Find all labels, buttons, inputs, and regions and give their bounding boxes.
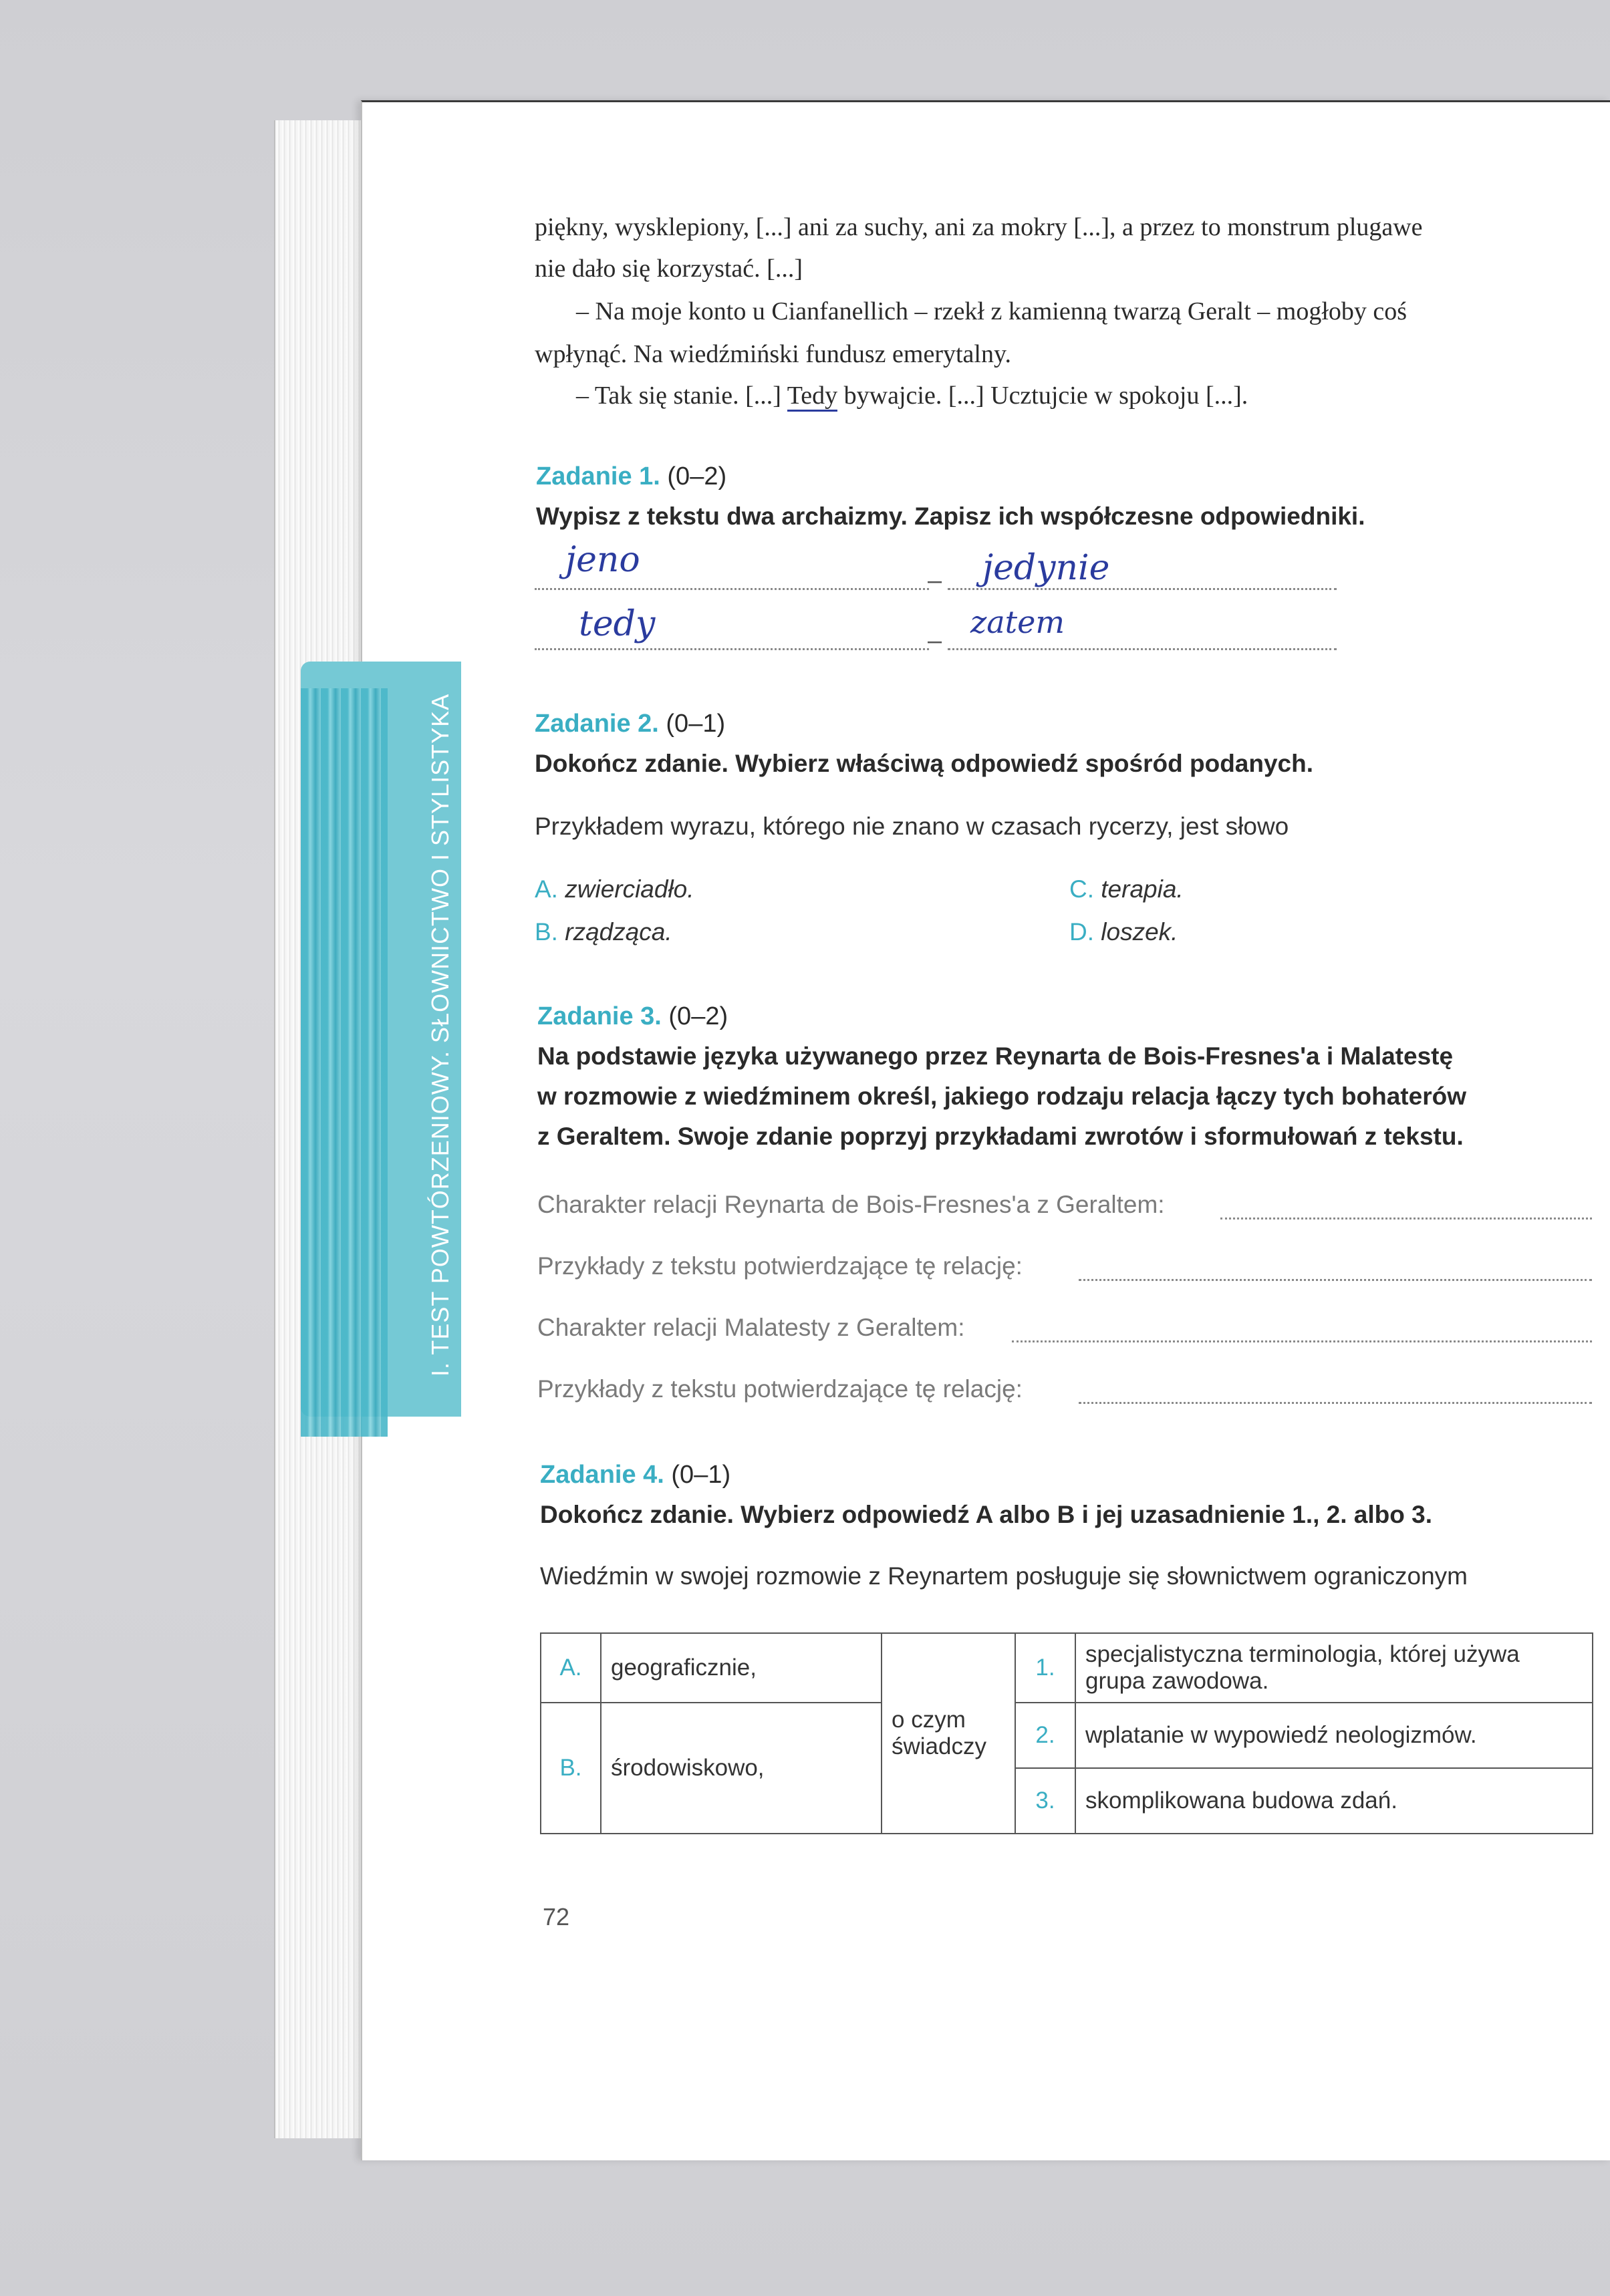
task-label: Zadanie 2. xyxy=(535,710,659,738)
highlighter-marks xyxy=(301,688,388,1437)
answer-line[interactable] xyxy=(1012,1340,1592,1342)
task-label: Zadanie 1. xyxy=(536,462,660,490)
task-4-instruction: Dokończ zdanie. Wybierz odpowiedź A albo B i jej uzasadnienie 1., 2. albo 3. xyxy=(540,1501,1432,1528)
field-label: Przykłady z tekstu potwierdzające tę relację: xyxy=(537,1252,1023,1280)
page-number: 72 xyxy=(543,1903,570,1930)
task-4-title xyxy=(540,1461,730,1489)
handwritten-answer: tedy xyxy=(579,604,656,644)
task-points: (0–2) xyxy=(667,462,727,490)
answer-line xyxy=(948,588,1337,590)
reason-number[interactable]: 1. xyxy=(1015,1633,1075,1703)
option-text: zwierciadło. xyxy=(565,875,694,903)
handwritten-answer: jedynie xyxy=(982,548,1110,588)
option-a xyxy=(535,875,694,903)
choice-text[interactable]: geograficznie, xyxy=(601,1633,882,1703)
option-text: loszek. xyxy=(1101,918,1178,946)
passage-line xyxy=(576,381,1248,410)
dash: – xyxy=(928,567,942,595)
task-points: (0–1) xyxy=(666,710,726,738)
answer-line[interactable] xyxy=(1220,1217,1592,1219)
task-4-prompt: Wiedźmin w swojej rozmowie z Reynartem posługuje się słownictwem ograniczonym xyxy=(540,1562,1468,1590)
passage-line: nie dało się korzystać. [...] xyxy=(535,255,803,283)
choice-letter[interactable]: B. xyxy=(541,1703,601,1834)
option-b xyxy=(535,918,672,946)
task-1-title xyxy=(536,462,726,491)
option-letter: D. xyxy=(1069,918,1094,946)
task-points: (0–2) xyxy=(668,1002,728,1030)
task-label: Zadanie 4. xyxy=(540,1461,664,1489)
task-3-instruction: z Geraltem. Swoje zdanie poprzyj przykładami zwrotów i sformułowań z tekstu. xyxy=(537,1123,1464,1150)
answer-line xyxy=(948,648,1337,650)
reason-number[interactable]: 3. xyxy=(1015,1768,1075,1834)
task-1-instruction: Wypisz z tekstu dwa archaizmy. Zapisz ich współczesne odpowiedniki. xyxy=(536,503,1365,530)
task-points: (0–1) xyxy=(671,1461,731,1489)
option-c xyxy=(1069,875,1184,903)
chapter-tab-label: I. TEST POWTÓRZENIOWY. SŁOWNICTWO I STYLISTYKA xyxy=(426,693,454,1377)
passage-text: bywajcie. [...] Ucztujcie w spokoju [...]. xyxy=(837,382,1248,410)
answer-line xyxy=(535,648,929,650)
option-letter: C. xyxy=(1069,875,1094,903)
task-3-instruction: w rozmowie z wiedźminem określ, jakiego rodzaju relacja łączy tych bohaterów xyxy=(537,1083,1466,1110)
underlined-word: Tedy xyxy=(787,382,837,412)
passage-line: piękny, wysklepiony, [...] ani za suchy, ani za mokry [...], a przez to monstrum plugawe xyxy=(535,213,1423,241)
task-3-instruction: Na podstawie języka używanego przez Reynarta de Bois-Fresnes'a i Malatestę xyxy=(537,1042,1454,1070)
task-3-title xyxy=(537,1002,728,1031)
reason-number[interactable]: 2. xyxy=(1015,1703,1075,1768)
option-letter: A. xyxy=(535,875,558,903)
field-label: Przykłady z tekstu potwierdzające tę relację: xyxy=(537,1375,1023,1403)
reason-text[interactable] xyxy=(1075,1633,1593,1703)
passage-line: – Na moje konto u Cianfanellich – rzekł z kamienną twarzą Geralt – mogłoby coś xyxy=(576,297,1407,325)
reason-text[interactable]: skomplikowana budowa zdań. xyxy=(1075,1768,1593,1834)
dash: – xyxy=(928,627,942,655)
answer-line xyxy=(535,588,929,590)
task-4-table xyxy=(540,1632,1593,1834)
choice-text[interactable]: środowiskowo, xyxy=(601,1703,882,1834)
field-label: Charakter relacji Reynarta de Bois-Fresnes'a z Geraltem: xyxy=(537,1191,1165,1218)
option-text: terapia. xyxy=(1101,875,1184,903)
reason-text-line: grupa zawodowa. xyxy=(1085,1668,1269,1694)
reason-text[interactable]: wplatanie w wypowiedź neologizmów. xyxy=(1075,1703,1593,1768)
task-2-prompt: Przykładem wyrazu, którego nie znano w czasach rycerzy, jest słowo xyxy=(535,813,1289,840)
task-label: Zadanie 3. xyxy=(537,1002,662,1030)
handwritten-answer: jeno xyxy=(565,540,640,580)
reason-text-line: specjalistyczna terminologia, której używa xyxy=(1085,1641,1520,1667)
option-d xyxy=(1069,918,1178,946)
option-text: rządząca. xyxy=(565,918,672,946)
task-2-title xyxy=(535,710,725,738)
task-2-instruction: Dokończ zdanie. Wybierz właściwą odpowiedź spośród podanych. xyxy=(535,750,1314,777)
choice-letter[interactable]: A. xyxy=(541,1633,601,1703)
answer-line[interactable] xyxy=(1079,1402,1592,1404)
connector-text: o czym świadczy xyxy=(882,1633,1015,1834)
answer-line[interactable] xyxy=(1079,1279,1592,1281)
field-label: Charakter relacji Malatesty z Geraltem: xyxy=(537,1314,965,1341)
handwritten-answer: zatem xyxy=(970,604,1065,640)
passage-text: – Tak się stanie. [...] xyxy=(576,382,787,410)
passage-line: wpłynąć. Na wiedźmiński fundusz emerytalny. xyxy=(535,340,1012,368)
option-letter: B. xyxy=(535,918,558,946)
